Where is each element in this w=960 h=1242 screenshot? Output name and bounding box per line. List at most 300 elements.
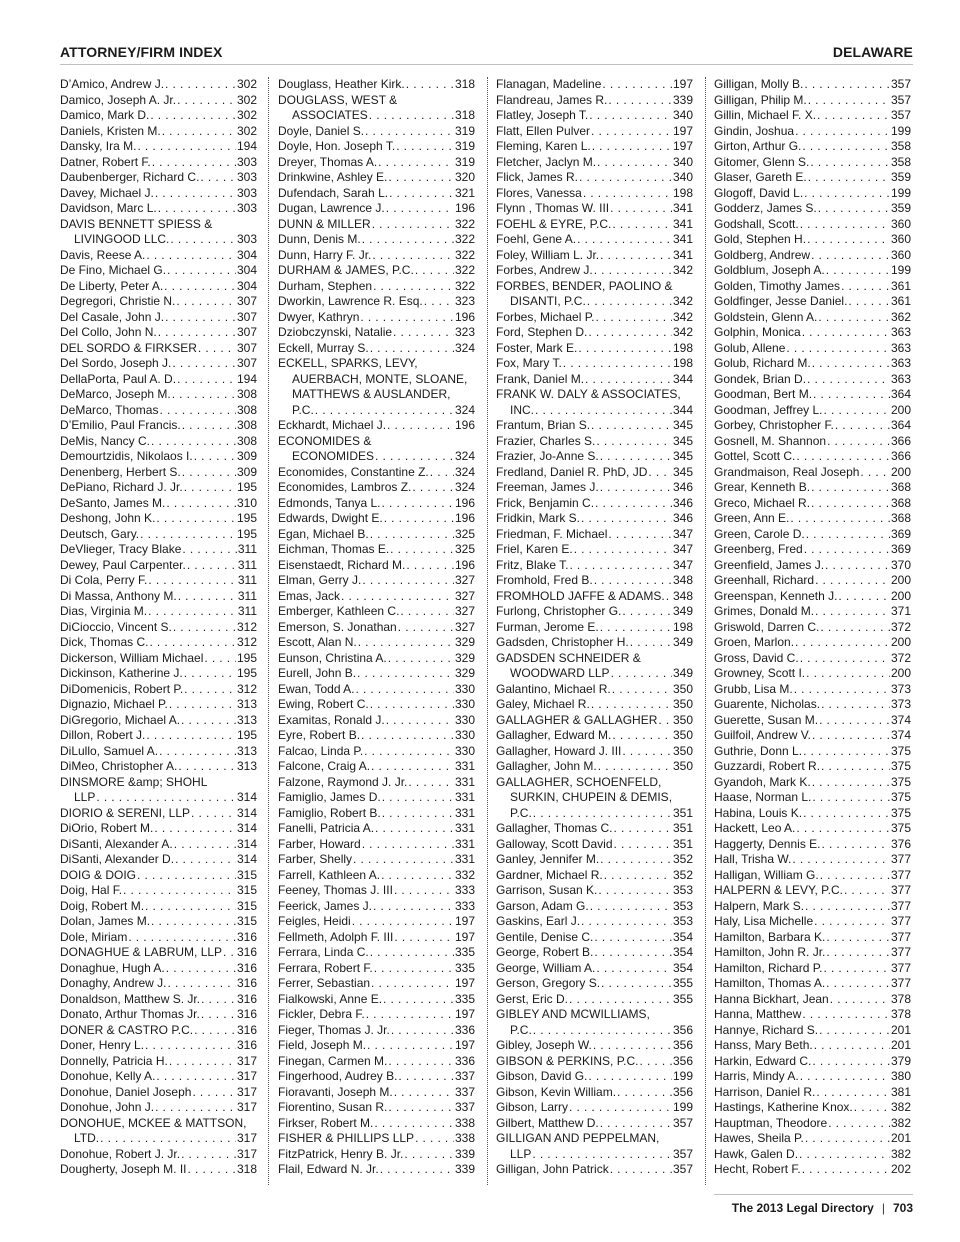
footer-separator: | bbox=[881, 1201, 885, 1215]
entry-page-number: 378 bbox=[890, 1007, 911, 1021]
entry-page-number: 372 bbox=[890, 619, 911, 634]
entry-page-number: 302 bbox=[236, 108, 257, 122]
dot-leader bbox=[386, 713, 454, 729]
dot-leader bbox=[362, 573, 454, 589]
dot-leader bbox=[802, 1007, 890, 1023]
entry-page-number: 321 bbox=[454, 185, 475, 200]
index-entry bbox=[714, 418, 911, 434]
index-entry bbox=[714, 93, 911, 109]
index-entry bbox=[714, 573, 911, 589]
dot-leader bbox=[563, 356, 672, 372]
index-entry bbox=[714, 108, 911, 124]
entry-page-number: 335 bbox=[454, 991, 475, 1006]
entry-name: Fleming, Karen L. bbox=[496, 139, 591, 153]
entry-name: Gallagher, Thomas C. bbox=[496, 821, 613, 835]
index-entry bbox=[496, 558, 693, 574]
index-entry bbox=[60, 1116, 257, 1132]
entry-name: Dickinson, Katherine J. bbox=[60, 666, 183, 680]
dot-leader bbox=[813, 387, 890, 403]
index-entry bbox=[714, 542, 911, 558]
dot-leader bbox=[820, 868, 890, 884]
dot-leader bbox=[361, 728, 454, 744]
index-entry bbox=[496, 511, 693, 527]
entry-page-number: 368 bbox=[890, 495, 911, 510]
entry-page-number: 359 bbox=[890, 170, 911, 184]
dot-leader bbox=[365, 124, 454, 140]
entry-page-number: 329 bbox=[454, 650, 475, 665]
index-entry bbox=[496, 852, 693, 868]
entry-page-number: 347 bbox=[672, 557, 693, 572]
index-entry bbox=[278, 511, 475, 527]
entry-name: Friel, Karen E. bbox=[496, 542, 573, 556]
entry-name: Hamilton, Barbara K. bbox=[714, 929, 826, 944]
dot-leader bbox=[382, 496, 454, 512]
dot-leader bbox=[370, 341, 454, 357]
entry-page-number: 303 bbox=[236, 201, 257, 215]
index-entry bbox=[278, 883, 475, 899]
dot-leader bbox=[581, 511, 672, 527]
index-entry bbox=[496, 604, 693, 620]
entry-name: Greenspan, Kenneth J. bbox=[714, 588, 838, 603]
index-entry bbox=[60, 728, 257, 744]
dot-leader bbox=[810, 155, 890, 171]
dot-leader bbox=[569, 992, 672, 1008]
entry-page-number: 197 bbox=[672, 77, 693, 91]
entry-page-number: 199 bbox=[890, 185, 911, 200]
entry-page-number: 197 bbox=[672, 123, 693, 138]
entry-page-number: 337 bbox=[454, 1084, 475, 1099]
index-entry bbox=[278, 248, 475, 264]
entry-name: LLP bbox=[510, 1146, 532, 1161]
entry-name: P.C. bbox=[510, 1022, 532, 1037]
index-entry bbox=[714, 790, 911, 806]
entry-name: Donaghy, Andrew J. bbox=[60, 976, 167, 990]
dot-leader bbox=[819, 713, 890, 729]
entry-name: Eurell, John B. bbox=[278, 666, 357, 680]
dot-leader bbox=[371, 759, 454, 775]
dot-leader bbox=[378, 155, 454, 171]
entry-page-number: 357 bbox=[890, 77, 911, 91]
dot-leader bbox=[595, 496, 672, 512]
dot-leader bbox=[415, 263, 454, 279]
entry-name: Dougherty, Joseph M. II bbox=[60, 1162, 187, 1176]
entry-name: Eunson, Christina A. bbox=[278, 650, 387, 665]
entry-page-number: 307 bbox=[236, 325, 257, 339]
entry-name: Doig, Hal F. bbox=[60, 883, 123, 897]
entry-page-number: 196 bbox=[454, 495, 475, 510]
index-entry bbox=[714, 728, 911, 744]
index-entry bbox=[496, 77, 693, 93]
dot-leader bbox=[389, 186, 454, 202]
index-entry bbox=[714, 775, 911, 791]
index-entry bbox=[496, 232, 693, 248]
entry-name: Falzone, Raymond J. Jr. bbox=[278, 774, 408, 789]
entry-page-number: 196 bbox=[454, 511, 475, 525]
index-entry bbox=[278, 790, 475, 806]
dot-leader bbox=[533, 806, 672, 822]
entry-name: Farrell, Kathleen A. bbox=[278, 867, 381, 882]
dot-leader bbox=[387, 418, 454, 434]
index-entry bbox=[496, 713, 693, 729]
index-entry bbox=[496, 527, 693, 543]
dot-leader bbox=[796, 449, 890, 465]
index-entry bbox=[60, 527, 257, 543]
entry-name: Galey, Michael R. bbox=[496, 697, 590, 711]
dot-leader bbox=[817, 108, 890, 124]
index-entry bbox=[60, 325, 257, 341]
entry-name: Garrison, Susan K. bbox=[496, 883, 598, 897]
entry-name: Famiglio, Robert B. bbox=[278, 805, 381, 820]
entry-page-number: 318 bbox=[454, 77, 475, 91]
entry-page-number: 322 bbox=[454, 232, 475, 246]
entry-page-number: 369 bbox=[890, 526, 911, 541]
index-entry bbox=[60, 1100, 257, 1116]
entry-name: Donohue, Robert J. Jr. bbox=[60, 1146, 181, 1161]
index-entry bbox=[60, 759, 257, 775]
index-entry bbox=[496, 620, 693, 636]
footer-rule bbox=[714, 1194, 913, 1195]
entry-page-number: 310 bbox=[236, 495, 257, 510]
index-entry bbox=[496, 930, 693, 946]
dot-leader bbox=[805, 899, 890, 915]
entry-page-number: 322 bbox=[454, 263, 475, 277]
index-entry bbox=[714, 1116, 911, 1132]
index-entry bbox=[714, 170, 911, 186]
dot-leader bbox=[149, 635, 236, 651]
entry-name: FRANK W. DALY & ASSOCIATES, bbox=[496, 387, 681, 401]
dot-leader bbox=[812, 790, 890, 806]
dot-leader bbox=[581, 914, 672, 930]
index-entry bbox=[496, 155, 693, 171]
entry-name: Goldstein, Glenn A. bbox=[714, 309, 818, 324]
entry-name: FitzPatrick, Henry B. Jr. bbox=[278, 1146, 404, 1161]
entry-name: Fioravanti, Joseph M. bbox=[278, 1084, 393, 1099]
entry-name: Fingerhood, Audrey B. bbox=[278, 1069, 398, 1083]
entry-page-number: 379 bbox=[890, 1053, 911, 1068]
entry-page-number: 314 bbox=[236, 836, 257, 851]
index-entry bbox=[60, 449, 257, 465]
index-entry-continuation bbox=[60, 790, 257, 806]
index-entry bbox=[60, 1038, 257, 1054]
entry-name: LIVINGOOD LLC. bbox=[74, 232, 170, 246]
entry-page-number: 377 bbox=[890, 867, 911, 882]
entry-name: FORBES, BENDER, PAOLINO & bbox=[496, 278, 673, 293]
entry-page-number: 196 bbox=[454, 201, 475, 215]
index-entry bbox=[278, 992, 475, 1008]
entry-page-number: 317 bbox=[236, 1084, 257, 1099]
entry-name: Dick, Thomas C. bbox=[60, 635, 149, 649]
entry-name: Doyle, Hon. Joseph T. bbox=[278, 139, 396, 153]
index-entry-continuation bbox=[496, 403, 693, 419]
dot-leader bbox=[815, 573, 890, 589]
entry-page-number: 356 bbox=[672, 1022, 693, 1037]
index-entry bbox=[60, 821, 257, 837]
dot-leader bbox=[169, 1054, 236, 1070]
dot-leader bbox=[786, 341, 890, 357]
index-entry bbox=[496, 93, 693, 109]
dot-leader bbox=[398, 1069, 454, 1085]
entry-name: Daniels, Kristen M. bbox=[60, 123, 161, 138]
entry-name: DUNN & MILLER bbox=[278, 216, 371, 231]
entry-name: Goldblum, Joseph A. bbox=[714, 263, 825, 277]
dot-leader bbox=[574, 542, 672, 558]
dot-leader bbox=[860, 465, 890, 481]
index-entry bbox=[278, 93, 475, 109]
index-entry-continuation bbox=[278, 387, 475, 403]
entry-page-number: 375 bbox=[890, 774, 911, 789]
entry-name: DeMis, Nancy C. bbox=[60, 433, 151, 448]
index-entry bbox=[60, 170, 257, 186]
entry-name: Falcao, Linda P. bbox=[278, 743, 364, 758]
index-entry bbox=[278, 186, 475, 202]
index-entry bbox=[496, 697, 693, 713]
index-entry bbox=[496, 201, 693, 217]
index-entry-continuation bbox=[278, 449, 475, 465]
dot-leader bbox=[146, 248, 236, 264]
entry-page-number: 358 bbox=[890, 154, 911, 169]
dot-leader bbox=[96, 790, 236, 806]
entry-name: Elman, Gerry J. bbox=[278, 573, 362, 587]
entry-name: Dworkin, Lawrence R. Esq. bbox=[278, 294, 423, 308]
entry-name: Halligan, William G. bbox=[714, 867, 819, 882]
index-entry bbox=[714, 527, 911, 543]
dot-leader bbox=[597, 155, 672, 171]
index-entry-continuation bbox=[496, 790, 693, 806]
entry-name: Goodman, Jeffrey L. bbox=[714, 402, 823, 417]
index-entry-continuation bbox=[496, 666, 693, 682]
entry-name: De Liberty, Peter A. bbox=[60, 278, 164, 293]
index-entry bbox=[496, 837, 693, 853]
index-entry bbox=[714, 945, 911, 961]
dot-leader bbox=[818, 310, 890, 326]
entry-page-number: 341 bbox=[672, 232, 693, 246]
dot-leader bbox=[594, 945, 672, 961]
dot-leader bbox=[800, 651, 890, 667]
index-entry bbox=[60, 666, 257, 682]
entry-name: Fox, Mary T. bbox=[496, 356, 562, 370]
dot-leader bbox=[382, 790, 454, 806]
entry-page-number: 315 bbox=[236, 898, 257, 913]
dot-leader bbox=[123, 883, 236, 899]
entry-name: Gerson, Gregory S. bbox=[496, 976, 601, 990]
index-entry bbox=[496, 682, 693, 698]
column-divider bbox=[268, 77, 269, 1185]
dot-leader bbox=[369, 108, 454, 124]
entry-page-number: 354 bbox=[672, 929, 693, 944]
index-entry bbox=[60, 108, 257, 124]
entry-name: Eckhardt, Michael J. bbox=[278, 418, 387, 432]
entry-page-number: 202 bbox=[890, 1162, 911, 1176]
entry-name: Hawes, Sheila P. bbox=[714, 1131, 804, 1145]
entry-page-number: 340 bbox=[672, 154, 693, 169]
entry-page-number: 342 bbox=[672, 263, 693, 277]
index-entry bbox=[60, 713, 257, 729]
entry-name: Feeney, Thomas J. III bbox=[278, 883, 393, 897]
entry-page-number: 329 bbox=[454, 635, 475, 649]
dot-leader bbox=[844, 883, 890, 899]
dot-leader bbox=[591, 697, 672, 713]
entry-name: Frantum, Brian S. bbox=[496, 418, 591, 432]
entry-page-number: 336 bbox=[454, 1053, 475, 1068]
entry-page-number: 304 bbox=[236, 247, 257, 262]
index-entry bbox=[60, 310, 257, 326]
dot-leader bbox=[854, 1100, 890, 1116]
dot-leader bbox=[386, 201, 454, 217]
entry-name: Guthrie, Donn L. bbox=[714, 743, 803, 758]
entry-name: Ford, Stephen D. bbox=[496, 325, 588, 339]
index-entry bbox=[714, 914, 911, 930]
entry-name: GADSDEN SCHNEIDER & bbox=[496, 650, 641, 665]
dot-leader bbox=[145, 899, 236, 915]
entry-page-number: 197 bbox=[454, 929, 475, 944]
index-entry bbox=[278, 527, 475, 543]
dot-leader bbox=[828, 1116, 890, 1132]
dot-leader bbox=[188, 1162, 236, 1178]
index-entry bbox=[278, 806, 475, 822]
dot-leader bbox=[169, 697, 236, 713]
entry-name: Guerette, Susan M. bbox=[714, 712, 819, 727]
dot-leader bbox=[821, 697, 890, 713]
index-entry bbox=[496, 1069, 693, 1085]
entry-page-number: 348 bbox=[672, 588, 693, 603]
dot-leader bbox=[666, 589, 672, 605]
index-entry bbox=[60, 604, 257, 620]
entry-page-number: 340 bbox=[672, 108, 693, 122]
index-entry bbox=[278, 589, 475, 605]
index-entry bbox=[60, 1054, 257, 1070]
entry-page-number: 357 bbox=[672, 1162, 693, 1176]
dot-leader bbox=[614, 837, 672, 853]
entry-name: AUERBACH, MONTE, SLOANE, bbox=[292, 371, 468, 386]
entry-name: Gyandoh, Mark K. bbox=[714, 774, 811, 789]
entry-name: Doyle, Daniel S. bbox=[278, 123, 365, 138]
entry-page-number: 312 bbox=[236, 635, 257, 649]
entry-name: P.C. bbox=[292, 402, 314, 417]
dot-leader bbox=[838, 589, 890, 605]
entry-name: Donohue, Daniel Joseph bbox=[60, 1084, 192, 1099]
entry-page-number: 195 bbox=[236, 526, 257, 541]
entry-page-number: 360 bbox=[890, 247, 911, 262]
entry-page-number: 352 bbox=[672, 867, 693, 882]
entry-name: Dias, Virginia M. bbox=[60, 604, 148, 618]
dot-leader bbox=[610, 1162, 672, 1178]
entry-page-number: 337 bbox=[454, 1100, 475, 1114]
entry-name: Gallagher, Howard J. III bbox=[496, 743, 622, 758]
entry-name: Dansky, Ira M. bbox=[60, 139, 137, 153]
index-entry bbox=[60, 418, 257, 434]
entry-name: Harkin, Edward C. bbox=[714, 1053, 812, 1068]
index-entry bbox=[60, 961, 257, 977]
dot-leader bbox=[341, 589, 454, 605]
entry-page-number: 314 bbox=[236, 852, 257, 866]
entry-page-number: 200 bbox=[890, 666, 911, 680]
entry-page-number: 201 bbox=[890, 1038, 911, 1052]
index-entry-continuation bbox=[60, 232, 257, 248]
entry-page-number: 346 bbox=[672, 511, 693, 525]
entry-page-number: 340 bbox=[672, 170, 693, 184]
entry-page-number: 311 bbox=[237, 604, 257, 618]
entry-name: Edmonds, Tanya L. bbox=[278, 495, 381, 510]
entry-name: Del Sordo, Joseph J. bbox=[60, 356, 172, 370]
entry-name: Gibley, Joseph W. bbox=[496, 1038, 592, 1052]
dot-leader bbox=[178, 589, 237, 605]
index-entry bbox=[714, 1038, 911, 1054]
dot-leader bbox=[191, 806, 236, 822]
index-entry bbox=[714, 279, 911, 295]
dot-leader bbox=[182, 418, 236, 434]
dot-leader bbox=[800, 217, 890, 233]
dot-leader bbox=[146, 728, 236, 744]
index-entry bbox=[278, 759, 475, 775]
index-entry bbox=[714, 310, 911, 326]
entry-name: Daubenberger, Richard C. bbox=[60, 170, 200, 184]
dot-leader bbox=[148, 604, 237, 620]
index-entry bbox=[714, 217, 911, 233]
entry-page-number: 317 bbox=[236, 1131, 257, 1145]
dot-leader bbox=[825, 558, 890, 574]
dot-leader bbox=[533, 1023, 672, 1039]
index-entry bbox=[496, 992, 693, 1008]
index-entry bbox=[496, 449, 693, 465]
index-entry bbox=[60, 837, 257, 853]
entry-name: Dufendach, Sarah L. bbox=[278, 185, 389, 200]
entry-page-number: 377 bbox=[890, 852, 911, 866]
entry-page-number: 322 bbox=[454, 278, 475, 293]
entry-page-number: 313 bbox=[236, 743, 257, 758]
index-entry bbox=[496, 1100, 693, 1116]
index-entry bbox=[60, 124, 257, 140]
entry-page-number: 335 bbox=[454, 960, 475, 975]
index-entry bbox=[714, 341, 911, 357]
index-entry bbox=[496, 821, 693, 837]
dot-leader bbox=[383, 992, 454, 1008]
entry-page-number: 351 bbox=[672, 805, 693, 820]
dot-leader bbox=[819, 1023, 890, 1039]
dot-leader bbox=[535, 403, 672, 419]
index-entry bbox=[60, 852, 257, 868]
index-column-2 bbox=[278, 77, 475, 1178]
dot-leader bbox=[372, 217, 454, 233]
dot-leader bbox=[198, 341, 236, 357]
dot-leader bbox=[371, 976, 454, 992]
dot-leader bbox=[181, 1147, 236, 1163]
entry-page-number: 318 bbox=[236, 1162, 257, 1176]
entry-page-number: 348 bbox=[672, 573, 693, 587]
index-entry bbox=[496, 217, 693, 233]
entry-page-number: 325 bbox=[454, 542, 475, 556]
index-entry bbox=[278, 635, 475, 651]
entry-page-number: 377 bbox=[890, 960, 911, 975]
entry-page-number: 352 bbox=[672, 852, 693, 866]
dot-leader bbox=[187, 558, 237, 574]
entry-name: Examitas, Ronald J. bbox=[278, 712, 385, 727]
dot-leader bbox=[375, 449, 454, 465]
dot-leader bbox=[577, 232, 672, 248]
entry-name: Flores, Vanessa bbox=[496, 185, 582, 200]
entry-name: Dole, Miriam bbox=[60, 929, 128, 944]
index-entry bbox=[496, 728, 693, 744]
entry-name: Frick, Benjamin C. bbox=[496, 495, 595, 510]
entry-name: Douglass, Heather Kirk. bbox=[278, 77, 405, 91]
dot-leader bbox=[204, 651, 236, 667]
entry-name: SURKIN, CHUPEIN & DEMIS, bbox=[510, 790, 673, 804]
entry-page-number: 345 bbox=[672, 418, 693, 432]
dot-leader bbox=[406, 77, 454, 93]
entry-page-number: 319 bbox=[454, 123, 475, 138]
dot-leader bbox=[162, 124, 236, 140]
dot-leader bbox=[600, 1116, 672, 1132]
entry-page-number: 377 bbox=[890, 898, 911, 913]
